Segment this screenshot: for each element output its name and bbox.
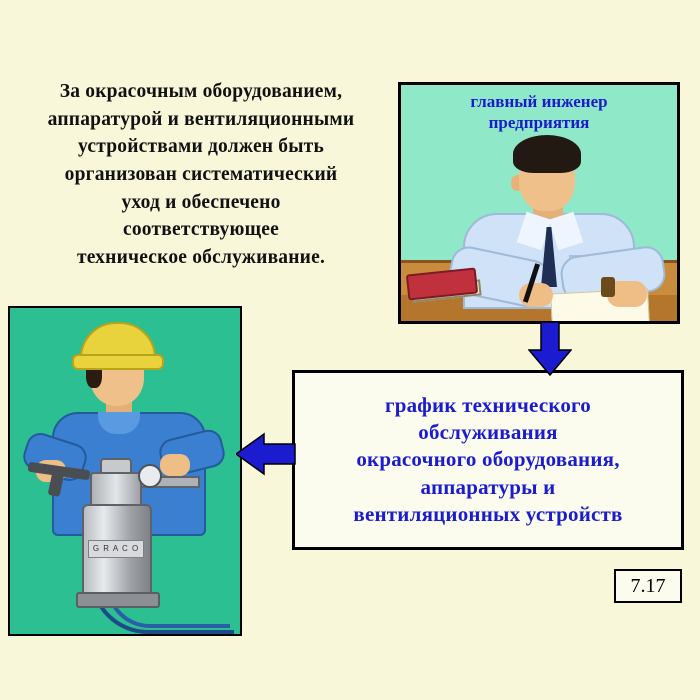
wristwatch-icon: [601, 277, 615, 297]
schedule-text: [353, 392, 622, 528]
intro-line-7: техническое обслуживание.: [76, 247, 326, 269]
engineer-caption-line-2: предприятия: [488, 113, 590, 133]
worker-photo-panel: [8, 306, 242, 636]
schedule-line-4: аппаратуры и: [420, 474, 556, 499]
tank-base: [76, 592, 160, 608]
tank-brand-label: G R A C O: [88, 540, 144, 558]
worker-right-hand: [160, 454, 190, 476]
arrow-down-icon: [528, 322, 572, 376]
hard-hat-brim: [72, 354, 164, 370]
slide-number-box: 7.17: [614, 569, 682, 603]
schedule-line-3: окрасочного оборудования,: [356, 447, 620, 472]
engineer-caption: [401, 91, 677, 134]
schedule-text-box: [292, 370, 684, 550]
intro-line-6: соответствующее: [122, 219, 279, 241]
schedule-line-1: график технического: [384, 392, 591, 417]
intro-text-block: [6, 78, 396, 272]
schedule-line-5: вентиляционных устройств: [353, 501, 623, 526]
intro-line-5: уход и обеспечено: [121, 191, 281, 213]
intro-line-1: За окрасочным оборудованием,: [59, 81, 343, 102]
intro-line-4: организован систематический: [64, 164, 338, 186]
engineer-hair: [513, 135, 581, 173]
intro-line-2: аппаратурой и вентиляционными: [47, 108, 355, 130]
engineer-photo-panel: [398, 82, 680, 324]
intro-line-3: устройствами должен быть: [78, 136, 324, 158]
engineer-caption-line-1: главный инженер: [470, 92, 608, 111]
schedule-line-2: обслуживания: [418, 420, 558, 445]
arrow-left-icon: [236, 432, 296, 476]
pressure-gauge-icon: [138, 464, 162, 488]
